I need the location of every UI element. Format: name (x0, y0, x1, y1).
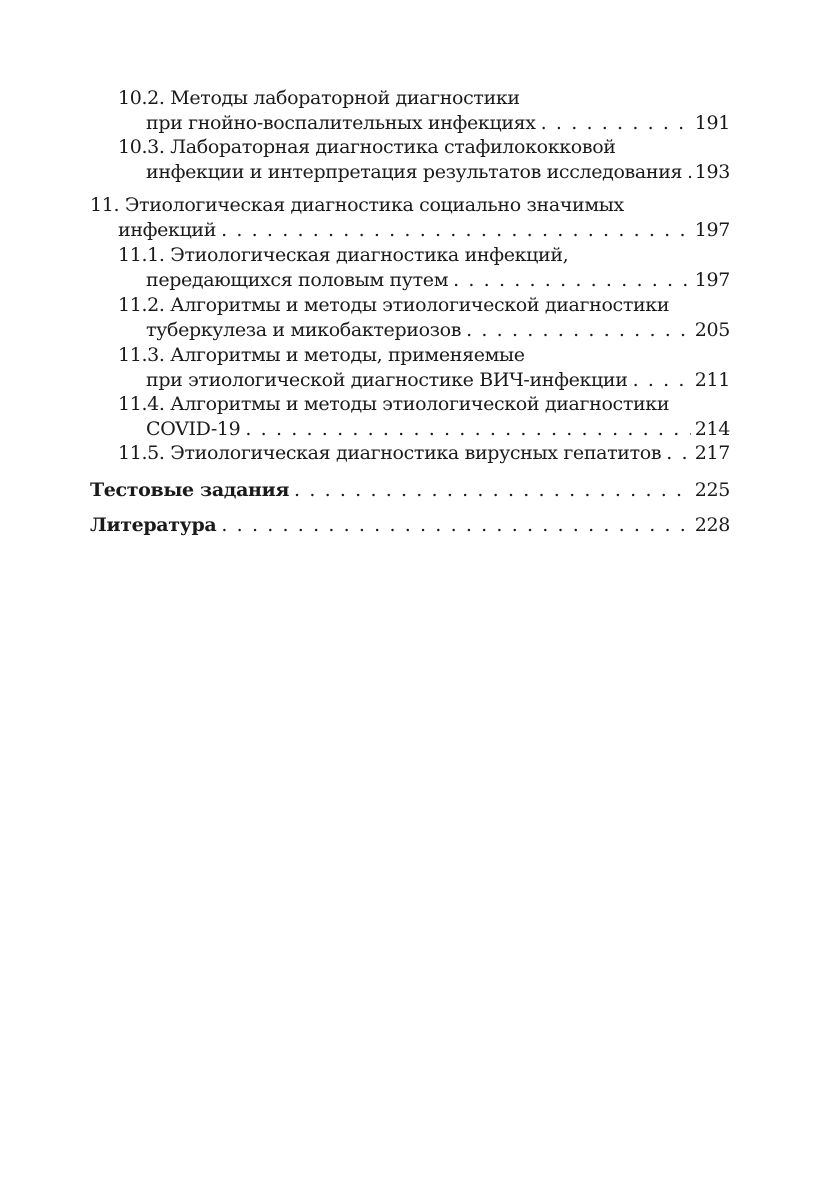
dot-leader (541, 111, 691, 136)
toc-entry-10-2[interactable] (118, 86, 730, 136)
toc-entry-title-cont: инфекций (118, 219, 217, 241)
dot-leader (221, 218, 691, 243)
toc-entry-11-3[interactable] (118, 343, 730, 393)
toc-page-number: 193 (694, 161, 730, 183)
toc-entry-test-tasks[interactable] (90, 478, 730, 503)
toc-entry-title: Литература (90, 514, 217, 536)
toc-entry-11-2[interactable] (118, 293, 730, 343)
toc-entry-title: 10.3. Лабораторная диагностика стафилококковой (118, 136, 616, 158)
toc-page-number: 217 (694, 442, 730, 464)
toc-entry-11[interactable] (90, 193, 730, 243)
dot-leader (466, 318, 691, 343)
toc-entry-title: 11. Этиологическая диагностика социально значимых (90, 194, 624, 216)
toc-entry-title: 10.2. Методы лабораторной диагностики (118, 87, 520, 109)
toc-entry-literature[interactable] (90, 513, 730, 538)
toc-page-number: 225 (694, 479, 730, 501)
dot-leader (666, 441, 691, 466)
toc-entry-title-cont: при гнойно-воспалительных инфекциях (146, 112, 536, 134)
toc-entry-title: 11.4. Алгоритмы и методы этиологической диагностики (118, 393, 670, 415)
toc-page-number: 197 (694, 219, 730, 241)
toc-entry-title: 11.2. Алгоритмы и методы этиологической диагностики (118, 294, 670, 316)
dot-leader (221, 513, 690, 538)
toc-entry-11-4[interactable] (118, 392, 730, 442)
toc-page-number: 211 (694, 369, 730, 391)
toc-entry-title: 11.3. Алгоритмы и методы, применяемые (118, 344, 525, 366)
toc-entry-title-cont: передающихся половым путем (146, 269, 449, 291)
toc-entry-11-5[interactable] (118, 441, 730, 466)
toc-entry-title-cont: туберкулеза и микобактериозов (146, 319, 462, 341)
toc-entry-title: 11.5. Этиологическая диагностика вирусных гепатитов (118, 442, 662, 464)
toc-page-number: 197 (694, 269, 730, 291)
toc-entry-10-3[interactable] (118, 135, 730, 185)
toc-entry-11-1[interactable] (118, 243, 730, 293)
dot-leader (294, 478, 691, 503)
dot-leader (633, 368, 691, 393)
toc-page-number: 214 (694, 418, 730, 440)
toc-entry-title: Тестовые задания (90, 479, 290, 501)
toc-entry-title: 11.1. Этиологическая диагностика инфекций, (118, 244, 569, 266)
dot-leader (453, 268, 691, 293)
dot-leader (245, 417, 690, 442)
toc-page-number: 228 (694, 514, 730, 536)
toc-entry-title-cont: COVID-19 (146, 418, 241, 440)
toc-entry-title-cont: инфекции и интерпретация результатов исследования (146, 161, 683, 183)
toc-page-number: 191 (694, 112, 730, 134)
toc-page-number: 205 (694, 319, 730, 341)
toc-entry-title-cont: при этиологической диагностике ВИЧ-инфекции (146, 369, 628, 391)
dot-leader (687, 160, 691, 185)
